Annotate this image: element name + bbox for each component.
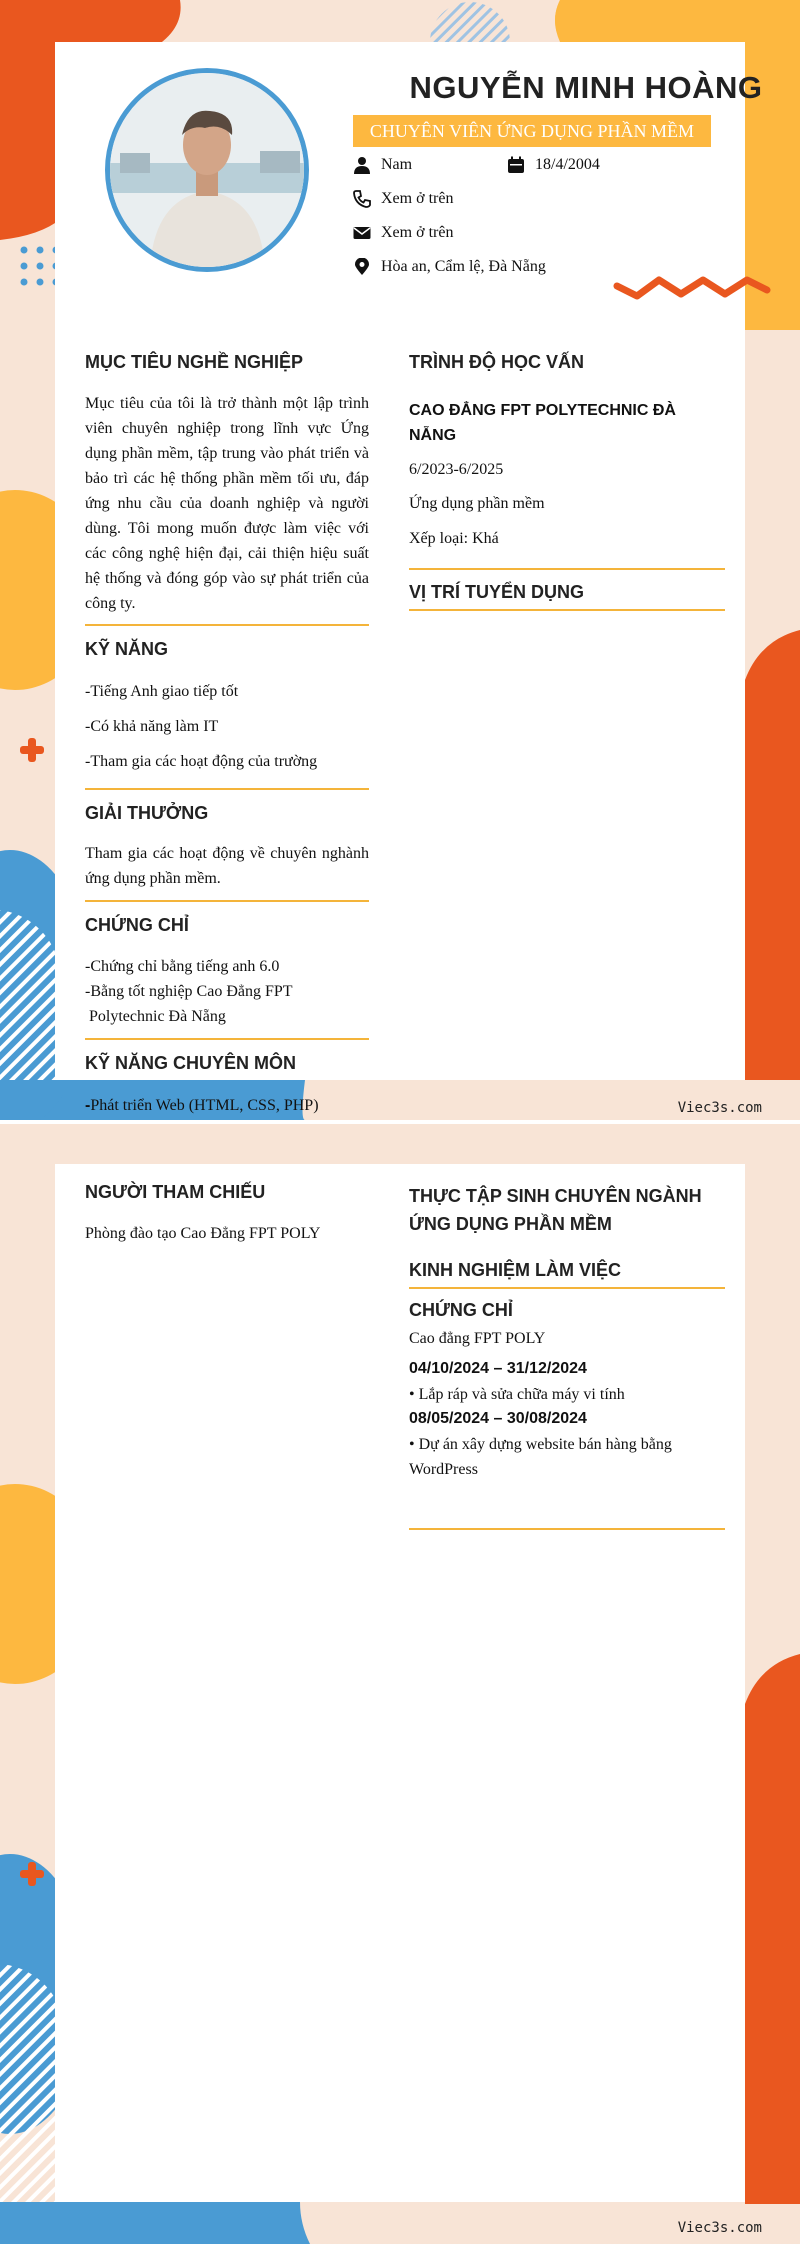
person-icon — [353, 156, 371, 174]
birthdate-row — [507, 156, 600, 174]
divider — [85, 1038, 369, 1040]
experience-desc: • Dự án xây dựng website bán hàng bằng WordPress — [409, 1436, 672, 1478]
birthdate-value: 18/4/2004 — [535, 156, 600, 173]
objective-text: Mục tiêu của tôi là trở thành một lập trình viên chuyên nghiệp trong lĩnh vực Ứng dụng phần mềm, tập trung vào phát triển và bảo trì các hệ thống phần mềm tối ưu, đáp ứng nhu cầu của doanh nghiệp và người dùng. Tôi mong muốn được làm việc với các công nghệ hiện đại, cải thiện hiệu suất hệ thống và đóng góp vào sự phát triển của công ty. — [85, 395, 369, 612]
cv-card-page-1 — [55, 42, 763, 1080]
cv-card-page-2 — [55, 1164, 745, 2202]
divider — [409, 1287, 725, 1289]
divider — [409, 1528, 725, 1530]
certificate-line: -Bằng tốt nghiệp Cao Đẳng FPT — [85, 983, 293, 1000]
email-row — [353, 224, 453, 242]
professional-skill-item: -Phát triển Web (HTML, CSS, PHP) — [85, 1097, 319, 1114]
phone-value: Xem ở trên — [381, 190, 454, 207]
skills-heading: KỸ NĂNG — [85, 639, 169, 659]
certificate-line: -Chứng chỉ bằng tiếng anh 6.0 — [85, 958, 280, 975]
address-row — [353, 258, 546, 276]
experience-sub-heading: CHỨNG CHỈ — [409, 1300, 513, 1320]
skill-item: -Có khả năng làm IT — [85, 718, 219, 735]
experience-period: 04/10/2024 – 31/12/2024 — [409, 1360, 587, 1377]
awards-text: Tham gia các hoạt động về chuyên nghành ứng dụng phần mềm. — [85, 845, 369, 887]
gender-row — [353, 156, 412, 174]
candidate-name: NGUYỄN MINH HOÀNG — [409, 70, 763, 105]
certificates-heading: CHỨNG CHỈ — [85, 915, 189, 935]
education-grade: Xếp loại: Khá — [409, 530, 499, 547]
references-heading: NGƯỜI THAM CHIẾU — [85, 1182, 266, 1202]
map-pin-icon — [353, 258, 371, 276]
school-name: CAO ĐẲNG FPT POLYTECHNIC ĐÀ NẴNG — [409, 402, 676, 444]
certificate-line: Polytechnic Đà Nẵng — [85, 1008, 226, 1025]
experience-heading: KINH NGHIỆM LÀM VIỆC — [409, 1260, 622, 1280]
avatar — [105, 68, 309, 272]
footer-brand: Viec3s.com — [677, 2220, 762, 2236]
zigzag-decoration — [613, 272, 773, 302]
divider — [85, 900, 369, 902]
skill-item: -Tham gia các hoạt động của trường — [85, 753, 318, 770]
phone-icon — [353, 190, 371, 208]
address-value: Hòa an, Cẩm lệ, Đà Nẵng — [381, 258, 546, 275]
calendar-icon — [507, 156, 525, 174]
cv-page-2 — [0, 1124, 800, 2244]
divider — [409, 568, 725, 570]
gender-value: Nam — [381, 156, 413, 173]
references-text: Phòng đào tạo Cao Đẳng FPT POLY — [85, 1225, 321, 1242]
internship-heading: THỰC TẬP SINH CHUYÊN NGÀNH ỨNG DỤNG PHẦN MỀM — [409, 1186, 702, 1234]
education-heading: TRÌNH ĐỘ HỌC VẤN — [409, 352, 584, 372]
education-major: Ứng dụng phần mềm — [409, 495, 545, 512]
portrait-photo — [110, 73, 304, 267]
experience-period: 08/05/2024 – 30/08/2024 — [409, 1410, 587, 1427]
email-value: Xem ở trên — [381, 224, 454, 241]
professional-skills-heading: KỸ NĂNG CHUYÊN MÔN — [85, 1053, 297, 1073]
divider — [85, 624, 369, 626]
job-title-banner: CHUYÊN VIÊN ỨNG DỤNG PHẦN MỀM — [353, 115, 711, 147]
experience-org: Cao đẳng FPT POLY — [409, 1330, 546, 1347]
objective-heading: MỤC TIÊU NGHỀ NGHIỆP — [85, 352, 304, 372]
awards-heading: GIẢI THƯỞNG — [85, 803, 209, 823]
divider — [409, 609, 725, 611]
education-period: 6/2023-6/2025 — [409, 461, 504, 478]
skill-item: -Tiếng Anh giao tiếp tốt — [85, 683, 239, 700]
professional-skill-text: Phát triển Web (HTML, CSS, PHP) — [90, 1097, 319, 1114]
experience-desc: • Lắp ráp và sửa chữa máy vi tính — [409, 1386, 625, 1403]
phone-row — [353, 190, 453, 208]
footer-brand: Viec3s.com — [677, 1100, 762, 1116]
envelope-icon — [353, 224, 371, 242]
position-heading: VỊ TRÍ TUYỂN DỤNG — [409, 582, 585, 602]
divider — [85, 788, 369, 790]
cv-page-1 — [0, 0, 800, 1120]
